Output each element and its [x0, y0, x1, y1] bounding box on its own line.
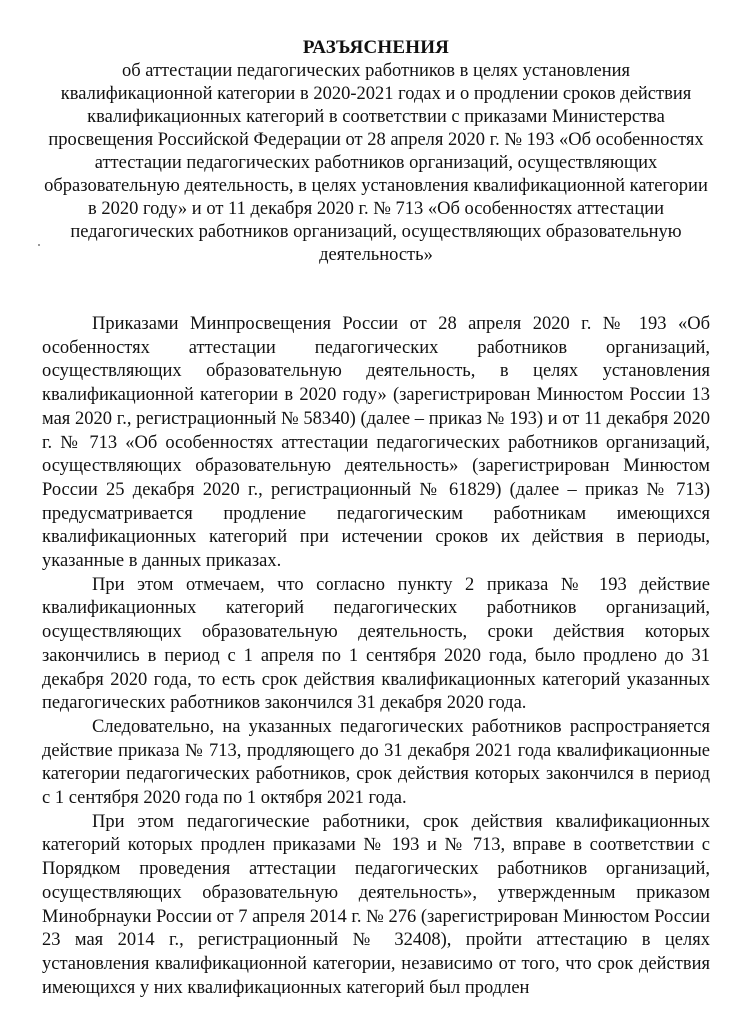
paragraph-4: При этом педагогические работники, срок действия квалификационных категорий которых продлен приказами № 193 и № 713, вправе в соответствии с Порядком проведения аттестации педагогических работников организаций, осуществляющих образовательную деятельность», утвержденным приказом Минобрнауки России от 7 апреля 2014 г. № 276 (зарегистрирован Минюстом России 23 мая 2014 г., регистрационный № 32408), пройти аттестацию в целях установления квалификационной категории, независимо от того, что срок действия имеющихся у них квалификационных категорий был продлен — [42, 811, 710, 998]
document-subtitle: об аттестации педагогических работников в целях установления квалификационной категории в 2020-2021 годах и о продлении сроков действия квалификационных категорий в соответствии с приказами Министерства просвещения Российской Федерации от 28 апреля 2020 г. № 193 «Об особенностях аттестации педагогических работников организаций, осуществляющих образовательную деятельность, в целях установления квалификационной категории в 2020 году» и от 11 декабря 2020 г. № 713 «Об особенностях аттестации педагогических работников организаций, осуществляющих образовательную деятельность» — [44, 61, 708, 265]
scan-speck — [38, 244, 40, 246]
section-spacer — [42, 267, 710, 313]
paragraph-3: Следовательно, на указанных педагогических работников распространяется действие приказа № 713, продляющего до 31 декабря 2021 года квалификационные категории педагогических работников, срок действия которых закончился в период с 1 сентября 2020 года по 1 октября 2021 года. — [42, 716, 710, 809]
paragraph-1: Приказами Минпросвещения России от 28 апреля 2020 г. № 193 «Об особенностях аттестации педагогических работников организаций, осуществляющих образовательную деятельность, в целях установления квалификационной категории в 2020 году» (зарегистрирован Минюстом России 13 мая 2020 г., регистрационный № 58340) (далее – приказ № 193) и от 11 декабря 2020 г. № 713 «Об особенностях аттестации педагогических работников организаций, осуществляющих образовательную деятельность» (зарегистрирован Минюстом России 25 декабря 2020 г., регистрационный № 61829) (далее – приказ № 713) предусматривается продление педагогическим работникам имеющихся квалификационных категорий при истечении сроков их действия в периоды, указанные в данных приказах. — [42, 314, 710, 572]
document-title: РАЗЪЯСНЕНИЯ — [302, 37, 450, 58]
paragraph-2: При этом отмечаем, что согласно пункту 2 приказа № 193 действие квалификационных категорий педагогических работников организаций, осуществляющих образовательную деятельность, сроки действия которых закончились в период с 1 апреля по 1 сентября 2020 года, было продлено до 31 декабря 2020 года, то есть срок действия квалификационных категорий указанных педагогических работников закончился 31 декабря 2020 года. — [42, 574, 710, 714]
